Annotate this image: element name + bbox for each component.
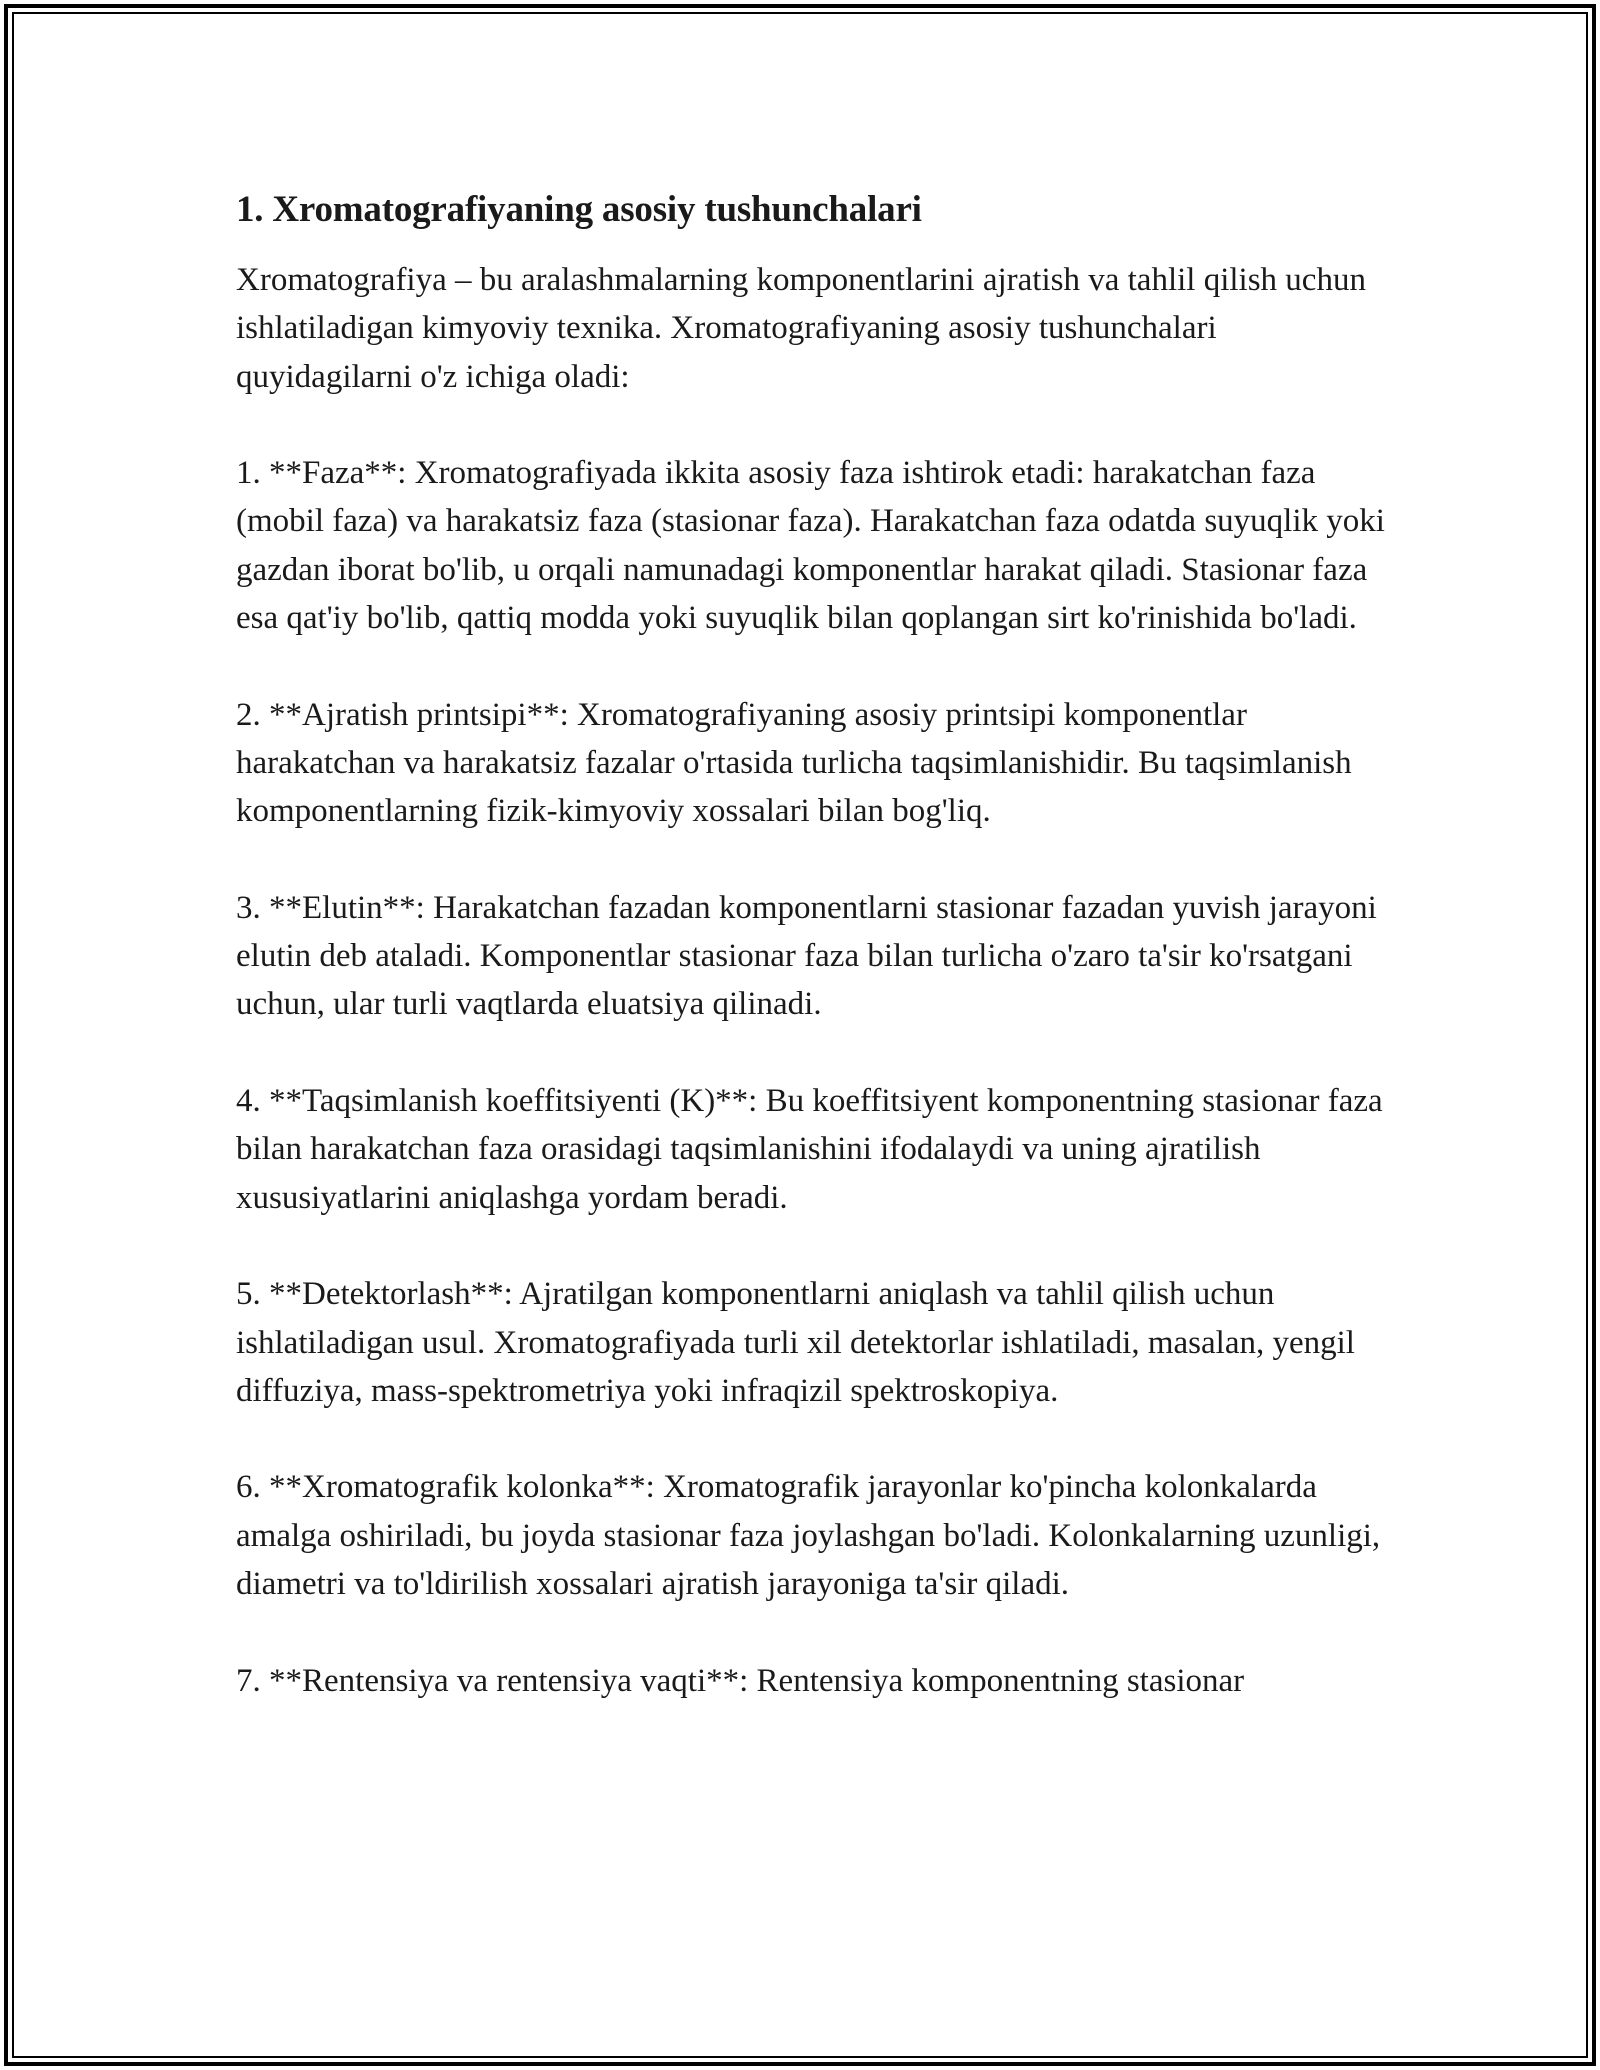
item-faza: 1. **Faza**: Xromatografiyada ikkita asosiy faza ishtirok etadi: harakatchan faza (mobil faza) va harakatsiz faza (stasionar faza). Harakatchan faza odatda suyuqlik yoki gazdan iborat bo'lib, u orqali namunadagi komponentlar harakat qiladi. Stasionar faza esa qat'iy bo'lib, qattiq modda yoki suyuqlik bilan qoplangan sirt ko'rinishida bo'ladi. [236, 455, 1385, 637]
document-body [236, 186, 1386, 1753]
item-rentensiya: 7. **Rentensiya va rentensiya vaqti**: Rentensiya komponentning stasionar [236, 1662, 1245, 1699]
item-detektorlash: 5. **Detektorlash**: Ajratilgan komponentlarni aniqlash va tahlil qilish uchun ishlatiladigan usul. Xromatografiyada turli xil detektorlar ishlatiladi, masalan, yengil diffuziya, mass-spektrometriya yoki infraqizil spektroskopiya. [236, 1276, 1355, 1409]
item-elutin: 3. **Elutin**: Harakatchan fazadan komponentlarni stasionar fazadan yuvish jarayoni elutin deb ataladi. Komponentlar stasionar faza bilan turlicha o'zaro ta'sir ko'rsatgani uchun, ular turli vaqtlarda eluatsiya qilinadi. [236, 889, 1377, 1023]
item-ajratish-printsipi: 2. **Ajratish printsipi**: Xromatografiyaning asosiy printsipi komponentlar harakatchan va harakatsiz fazalar o'rtasida turlicha taqsimlanishidir. Bu taqsimlanish komponentlarning fizik-kimyoviy xossalari bilan bog'liq. [236, 696, 1352, 830]
intro-paragraph: Xromatografiya – bu aralashmalarning komponentlarini ajratish va tahlil qilish uchun ishlatiladigan kimyoviy texnika. Xromatografiyaning asosiy tushunchalari quyidagilarni o'z ichiga oladi: [236, 262, 1366, 395]
document-heading: 1. Xromatografiyaning asosiy tushunchalari [236, 189, 922, 230]
item-xromatografik-kolonka: 6. **Xromatografik kolonka**: Xromatografik jarayonlar ko'pincha kolonkalarda amalga oshiriladi, bu joyda stasionar faza joylashgan bo'ladi. Kolonkalarning uzunligi, diametri va to'ldirilish xossalari ajratish jarayoniga ta'sir qiladi. [236, 1469, 1381, 1603]
item-taqsimlanish-koeffitsiyenti: 4. **Taqsimlanish koeffitsiyenti (K)**: Bu koeffitsiyent komponentning stasionar faza bilan harakatchan faza orasidagi taqsimlanishini ifodalaydi va uning ajratilish xususiyatlarini aniqlashga yordam beradi. [236, 1083, 1383, 1216]
